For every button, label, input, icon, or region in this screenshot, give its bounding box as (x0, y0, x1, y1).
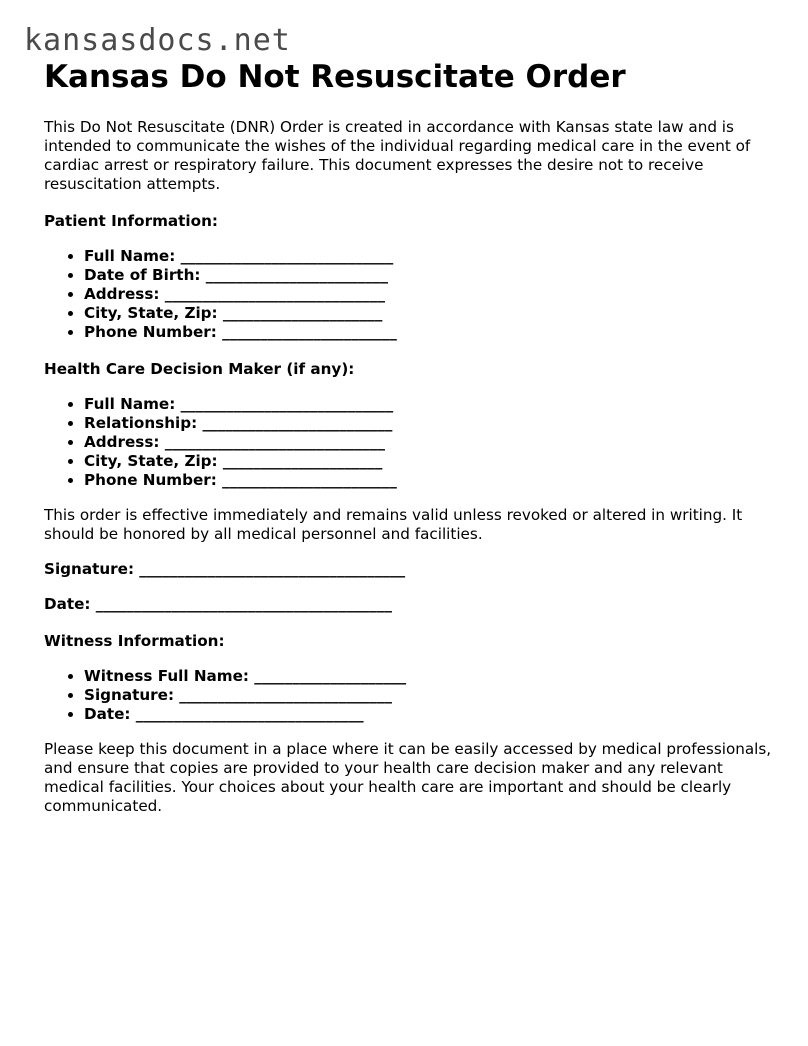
decision-maker-full-name-field: • Full Name: ____________________________ (84, 395, 774, 414)
decision-maker-heading: Health Care Decision Maker (if any): (44, 360, 355, 378)
patient-city-state-zip-field: • City, State, Zip: _____________________ (84, 304, 774, 323)
patient-full-name-field: • Full Name: ____________________________ (84, 247, 774, 266)
intro-paragraph: This Do Not Resuscitate (DNR) Order is created in accordance with Kansas state law and is intended to communicate the wishes of the individual regarding medical care in the event of cardiac arrest or respiratory failure. This document expresses the desire not to receive resuscitation attempts. (44, 118, 751, 193)
witness-date-field: • Date: ______________________________ (84, 705, 774, 724)
decision-maker-phone-number-field: • Phone Number: _______________________ (84, 471, 774, 490)
witness-info-heading: Witness Information: (44, 632, 225, 650)
validity-paragraph: This order is effective immediately and remains valid unless revoked or altered in writing. It should be honored by all medical personnel and facilities. (44, 506, 743, 543)
decision-maker-list (44, 395, 774, 490)
decision-maker-address-field: • Address: _____________________________ (84, 433, 774, 452)
patient-address-field: • Address: _____________________________ (84, 285, 774, 304)
closing-paragraph: Please keep this document in a place where it can be easily accessed by medical professionals, and ensure that copies are provided to your health care decision maker and any relevant medical facilities. Your choices about your health care are important and should be clearly communicated. (44, 740, 772, 815)
document-title: Kansas Do Not Resuscitate Order (44, 59, 626, 95)
witness-full-name-field: • Witness Full Name: ____________________ (84, 667, 774, 686)
patient-phone-number-field: • Phone Number: _______________________ (84, 323, 774, 342)
document-page (44, 58, 774, 816)
patient-info-list (44, 247, 774, 342)
patient-info-heading: Patient Information: (44, 212, 218, 230)
witness-signature-field: • Signature: ____________________________ (84, 686, 774, 705)
decision-maker-relationship-field: • Relationship: _________________________ (84, 414, 774, 433)
signature-field: Signature: ___________________________________ (44, 560, 406, 578)
site-watermark: kansasdocs.net (24, 23, 291, 58)
decision-maker-city-state-zip-field: • City, State, Zip: _____________________ (84, 452, 774, 471)
witness-info-list (44, 667, 774, 724)
patient-date-of-birth-field: • Date of Birth: ________________________ (84, 266, 774, 285)
date-field: Date: _______________________________________ (44, 595, 392, 613)
